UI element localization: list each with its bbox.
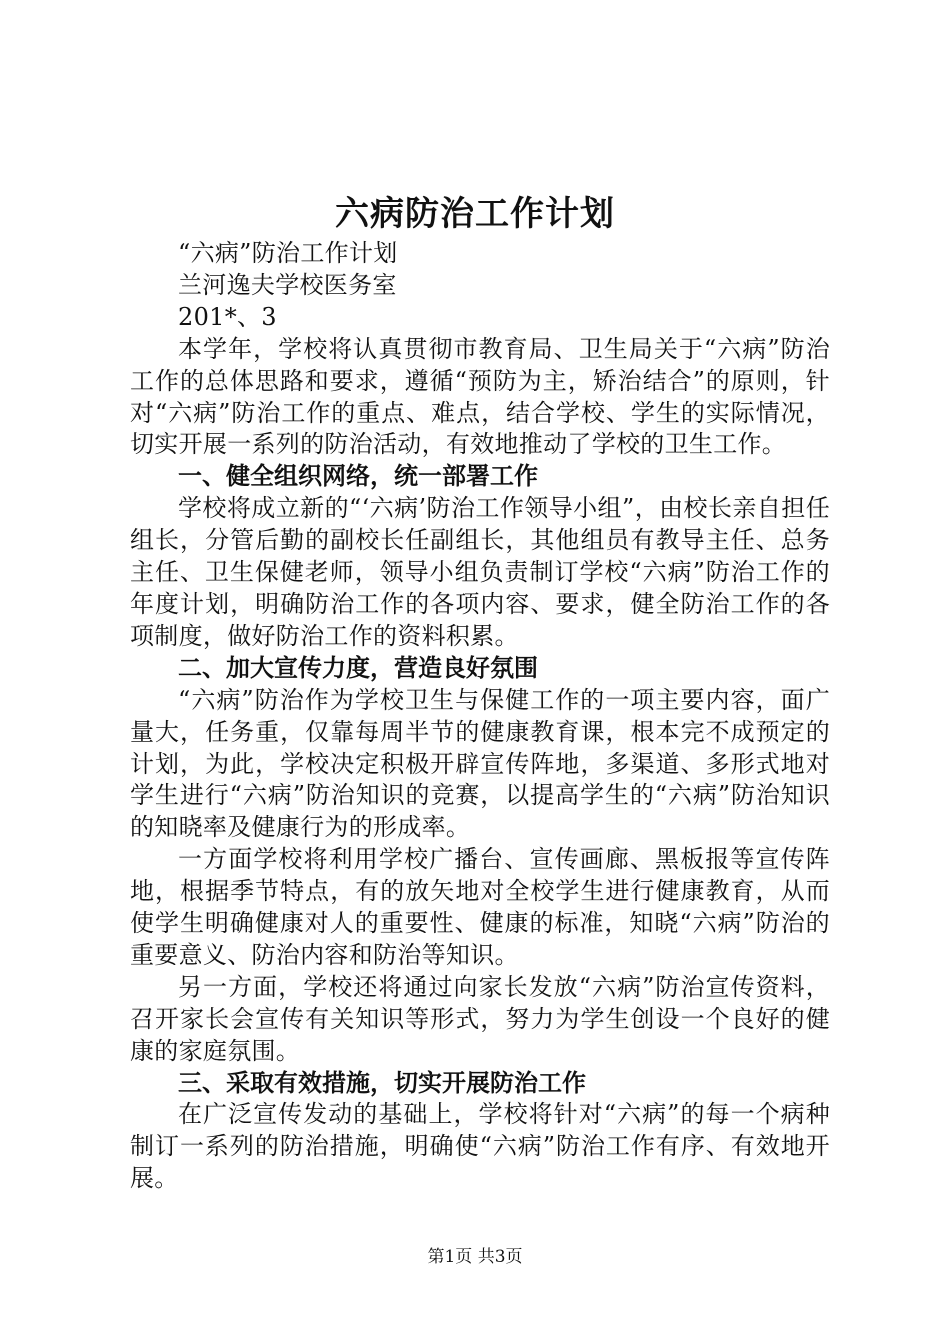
organization: 兰河逸夫学校医务室 (178, 270, 397, 299)
intro-paragraph: 本学年，学校将认真贯彻市教育局、卫生局关于“六病”防治工作的总体思路和要求，遵循“预防为主，矫治结合”的原则，针对“六病”防治工作的重点、难点，结合学校、学生的实际情况，切实开展一系列的防治活动，有效地推动了学校的卫生工作。 (130, 334, 830, 459)
paragraph: 在广泛宣传发动的基础上，学校将针对“六病”的每一个病种制订一系列的防治措施，明确使“六病”防治工作有序、有效地开展。 (130, 1100, 830, 1193)
document-body (130, 238, 830, 1195)
document-title: 六病防治工作计划 (335, 194, 615, 234)
page-footer: 第1页 共3页 (427, 1247, 523, 1267)
section-heading-3: 三、采取有效措施，切实开展防治工作 (178, 1068, 586, 1097)
paragraph: 学校将成立新的“‘六病’防治工作领导小组”，由校长亲自担任组长，分管后勤的副校长任副组长，其他组员有教导主任、总务主任、卫生保健老师，领导小组负责制订学校“六病”防治工作的年度计划，明确防治工作的各项内容、要求，健全防治工作的各项制度，做好防治工作的资料积累。 (130, 494, 830, 650)
paragraph: 另一方面，学校还将通过向家长发放“六病”防治宣传资料，召开家长会宣传有关知识等形式，努力为学生创设一个良好的健康的家庭氛围。 (130, 972, 830, 1065)
section-heading-2: 二、加大宣传力度，营造良好氛围 (178, 653, 538, 682)
date: 201*、3 (178, 302, 277, 331)
paragraph: “六病”防治作为学校卫生与保健工作的一项主要内容，面广量大，任务重，仅靠每周半节的健康教育课，根本完不成预定的计划，为此，学校决定积极开辟宣传阵地，多渠道、多形式地对学生进行“六病”防治知识的竞赛，以提高学生的“六病”防治知识的知晓率及健康行为的形成率。 (130, 685, 830, 842)
subtitle: “六病”防治工作计划 (178, 239, 398, 267)
section-heading-1: 一、健全组织网络，统一部署工作 (178, 462, 538, 491)
paragraph: 一方面学校将利用学校广播台、宣传画廊、黑板报等宣传阵地，根据季节特点，有的放矢地对全校学生进行健康教育，从而使学生明确健康对人的重要性、健康的标准，知晓“六病”防治的重要意义、防治内容和防治等知识。 (130, 845, 830, 969)
